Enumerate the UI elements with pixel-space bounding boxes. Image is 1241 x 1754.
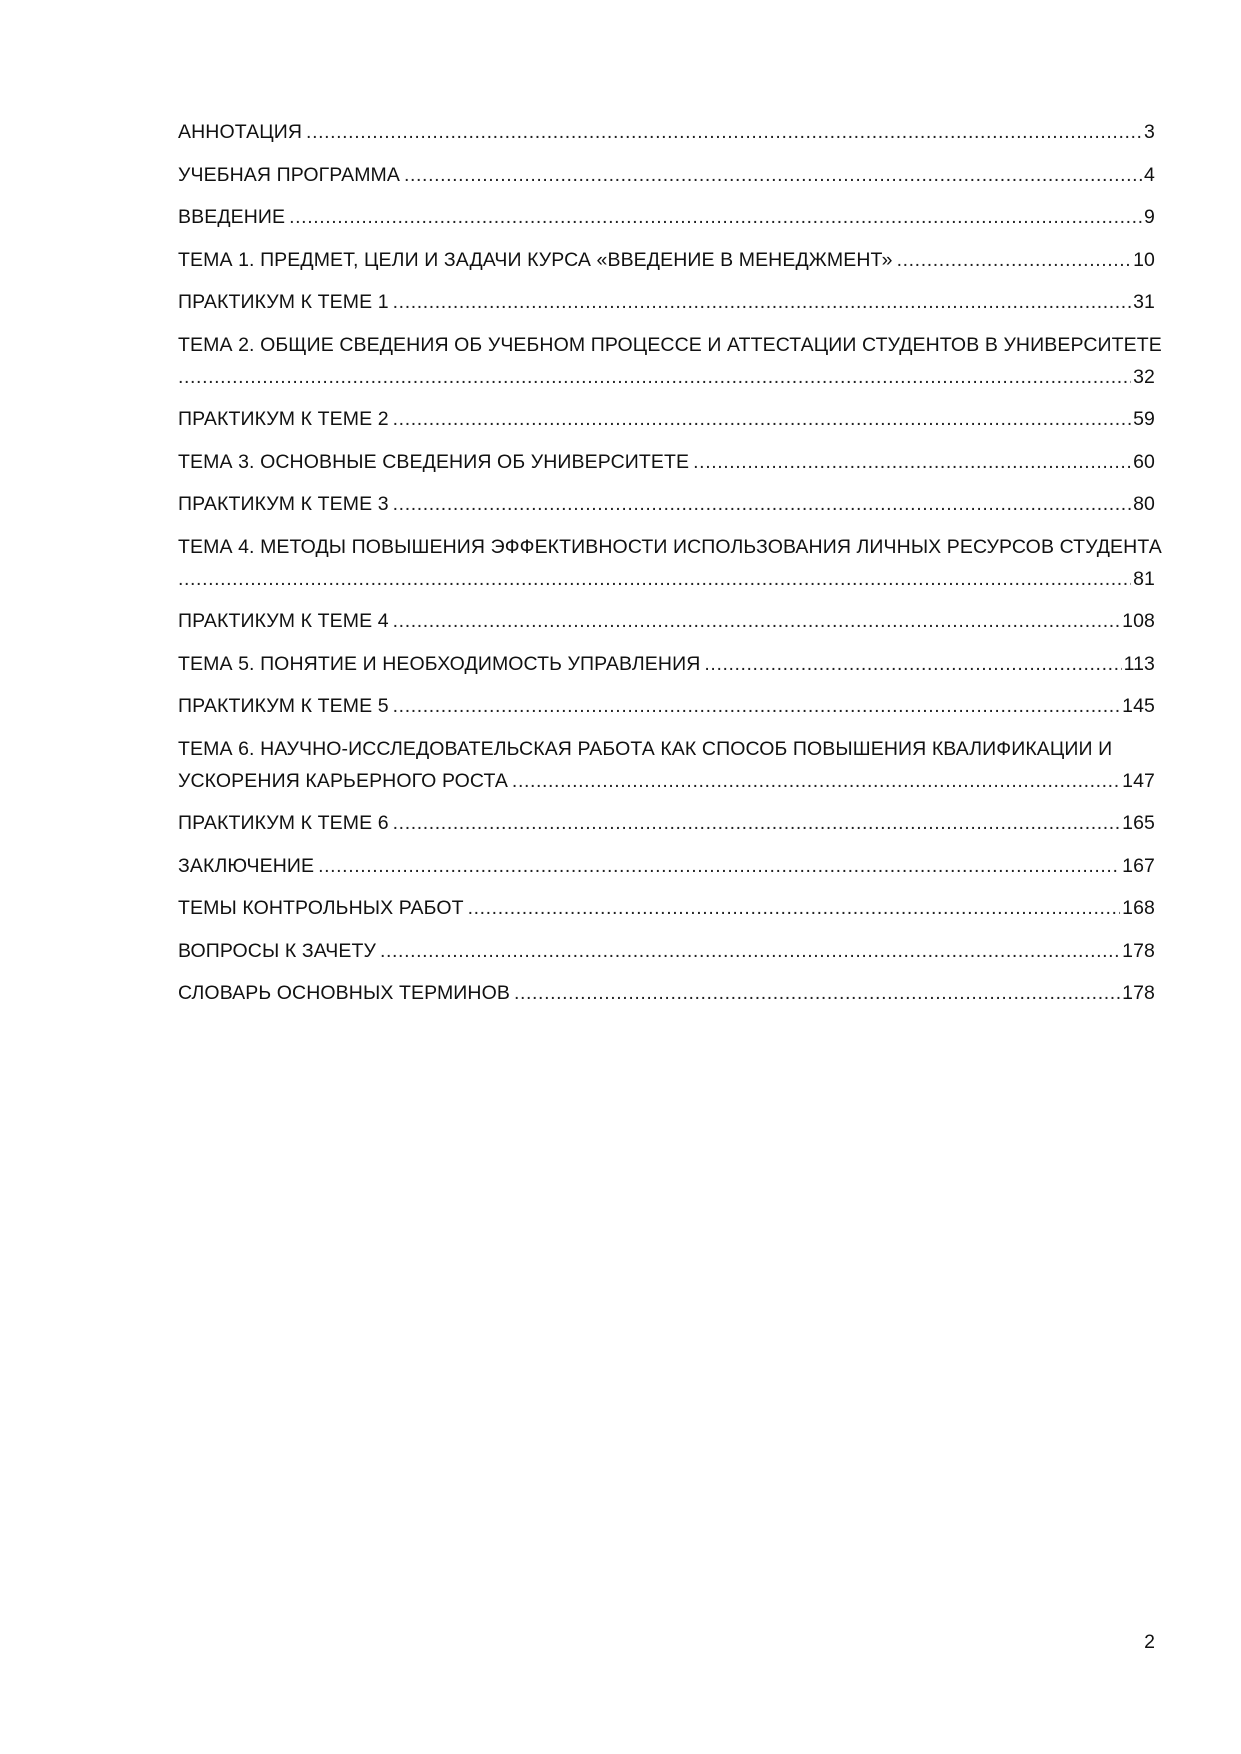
- toc-entry-title: ПРАКТИКУМ К ТЕМЕ 4: [178, 610, 389, 632]
- toc-entry-title-line-1: ТЕМА 6. НАУЧНО-ИССЛЕДОВАТЕЛЬСКАЯ РАБОТА КАК СПОСОБ ПОВЫШЕНИЯ КВАЛИФИКАЦИИ И: [178, 737, 1113, 760]
- toc-entry-annotation[interactable]: [178, 116, 1155, 148]
- toc-entry-title: ТЕМА 3. ОСНОВНЫЕ СВЕДЕНИЯ ОБ УНИВЕРСИТЕТЕ: [178, 450, 690, 473]
- toc-entry-page: 80: [1133, 493, 1155, 515]
- toc-entry-title: ТЕМА 2. ОБЩИЕ СВЕДЕНИЯ ОБ УЧЕБНОМ ПРОЦЕССЕ И АТТЕСТАЦИИ СТУДЕНТОВ В УНИВЕРСИТЕТЕ: [178, 333, 1162, 356]
- toc-entry-topic-2[interactable]: [178, 329, 1162, 393]
- toc-entry-curriculum[interactable]: [178, 159, 1155, 191]
- toc-entry-practicum-3[interactable]: [178, 488, 1155, 520]
- toc-dot-leader: [512, 765, 1120, 797]
- toc-dot-leader: [178, 563, 1131, 595]
- toc-entry-page: 4: [1144, 163, 1155, 186]
- toc-entry-title: СЛОВАРЬ ОСНОВНЫХ ТЕРМИНОВ: [178, 982, 510, 1004]
- toc-entry-title: ТЕМА 1. ПРЕДМЕТ, ЦЕЛИ И ЗАДАЧИ КУРСА «ВВЕДЕНИЕ В МЕНЕДЖМЕНТ»: [178, 248, 893, 271]
- toc-entry-title: ТЕМЫ КОНТРОЛЬНЫХ РАБОТ: [178, 897, 464, 919]
- toc-dot-leader: [393, 605, 1121, 637]
- toc-entry-page: 9: [1144, 206, 1155, 228]
- page-number: 2: [1144, 1631, 1155, 1653]
- toc-entry-leader-line: [178, 765, 1155, 797]
- toc-entry-title: ПРАКТИКУМ К ТЕМЕ 3: [178, 493, 389, 515]
- toc-entry-topic-6[interactable]: [178, 733, 1155, 797]
- toc-entry-page: 147: [1122, 769, 1155, 792]
- toc-entry-page: 113: [1123, 652, 1155, 675]
- toc-dot-leader: [393, 488, 1131, 520]
- toc-entry-page: 168: [1122, 897, 1155, 919]
- toc-entry-title: ПРАКТИКУМ К ТЕМЕ 2: [178, 408, 389, 430]
- toc-entry-page: 32: [1133, 365, 1155, 388]
- toc-entry-topic-1[interactable]: [178, 244, 1155, 276]
- toc-dot-leader: [704, 648, 1121, 680]
- toc-dot-leader: [897, 244, 1131, 276]
- table-of-contents: [178, 116, 1162, 1020]
- toc-entry-page: 167: [1122, 854, 1155, 877]
- toc-entry-page: 145: [1122, 695, 1155, 717]
- toc-entry-page: 178: [1122, 982, 1155, 1004]
- toc-entry-title: ВОПРОСЫ К ЗАЧЕТУ: [178, 939, 376, 962]
- toc-entry-title: ПРАКТИКУМ К ТЕМЕ 6: [178, 812, 389, 834]
- toc-dot-leader: [178, 361, 1131, 393]
- toc-dot-leader: [514, 977, 1120, 1009]
- toc-entry-title: УЧЕБНАЯ ПРОГРАММА: [178, 163, 400, 186]
- toc-entry-topic-3[interactable]: [178, 446, 1155, 478]
- toc-entry-title: ВВЕДЕНИЕ: [178, 206, 286, 228]
- toc-entry-leader-line: [178, 361, 1155, 393]
- toc-entry-practicum-6[interactable]: [178, 807, 1155, 839]
- toc-entry-practicum-4[interactable]: [178, 605, 1155, 637]
- toc-entry-page: 10: [1133, 248, 1155, 271]
- toc-dot-leader: [404, 159, 1142, 191]
- toc-dot-leader: [380, 935, 1120, 967]
- toc-entry-title: ТЕМА 5. ПОНЯТИЕ И НЕОБХОДИМОСТЬ УПРАВЛЕНИЯ: [178, 652, 701, 675]
- toc-entry-title: ТЕМА 4. МЕТОДЫ ПОВЫШЕНИЯ ЭФФЕКТИВНОСТИ ИСПОЛЬЗОВАНИЯ ЛИЧНЫХ РЕСУРСОВ СТУДЕНТА: [178, 535, 1162, 558]
- toc-entry-introduction[interactable]: [178, 201, 1155, 233]
- toc-dot-leader: [306, 116, 1142, 148]
- toc-dot-leader: [693, 446, 1131, 478]
- toc-entry-test-topics[interactable]: [178, 892, 1155, 924]
- toc-entry-title: ПРАКТИКУМ К ТЕМЕ 5: [178, 695, 389, 717]
- toc-entry-practicum-5[interactable]: [178, 690, 1155, 722]
- toc-entry-title: АННОТАЦИЯ: [178, 121, 303, 143]
- toc-entry-page: 31: [1133, 291, 1155, 313]
- toc-dot-leader: [393, 403, 1131, 435]
- toc-entry-topic-4[interactable]: [178, 531, 1162, 595]
- toc-dot-leader: [468, 892, 1121, 924]
- toc-entry-topic-5[interactable]: [178, 648, 1155, 680]
- toc-dot-leader: [393, 286, 1131, 318]
- toc-dot-leader: [393, 807, 1121, 839]
- toc-dot-leader: [318, 850, 1120, 882]
- toc-entry-title: ПРАКТИКУМ К ТЕМЕ 1: [178, 291, 389, 313]
- toc-dot-leader: [393, 690, 1121, 722]
- toc-entry-page: 81: [1133, 567, 1155, 590]
- toc-entry-page: 60: [1133, 450, 1155, 473]
- toc-entry-page: 108: [1122, 610, 1155, 632]
- toc-entry-page: 3: [1144, 121, 1155, 143]
- toc-entry-leader-line: [178, 563, 1155, 595]
- toc-entry-practicum-2[interactable]: [178, 403, 1155, 435]
- toc-entry-page: 165: [1122, 812, 1155, 834]
- toc-entry-conclusion[interactable]: [178, 850, 1155, 882]
- toc-entry-title-line-2: УСКОРЕНИЯ КАРЬЕРНОГО РОСТА: [178, 769, 508, 792]
- toc-entry-glossary[interactable]: [178, 977, 1155, 1009]
- toc-entry-title: ЗАКЛЮЧЕНИЕ: [178, 854, 315, 877]
- toc-dot-leader: [289, 201, 1142, 233]
- toc-entry-page: 178: [1122, 939, 1155, 962]
- toc-entry-page: 59: [1133, 408, 1155, 430]
- toc-entry-exam-questions[interactable]: [178, 935, 1155, 967]
- toc-entry-practicum-1[interactable]: [178, 286, 1155, 318]
